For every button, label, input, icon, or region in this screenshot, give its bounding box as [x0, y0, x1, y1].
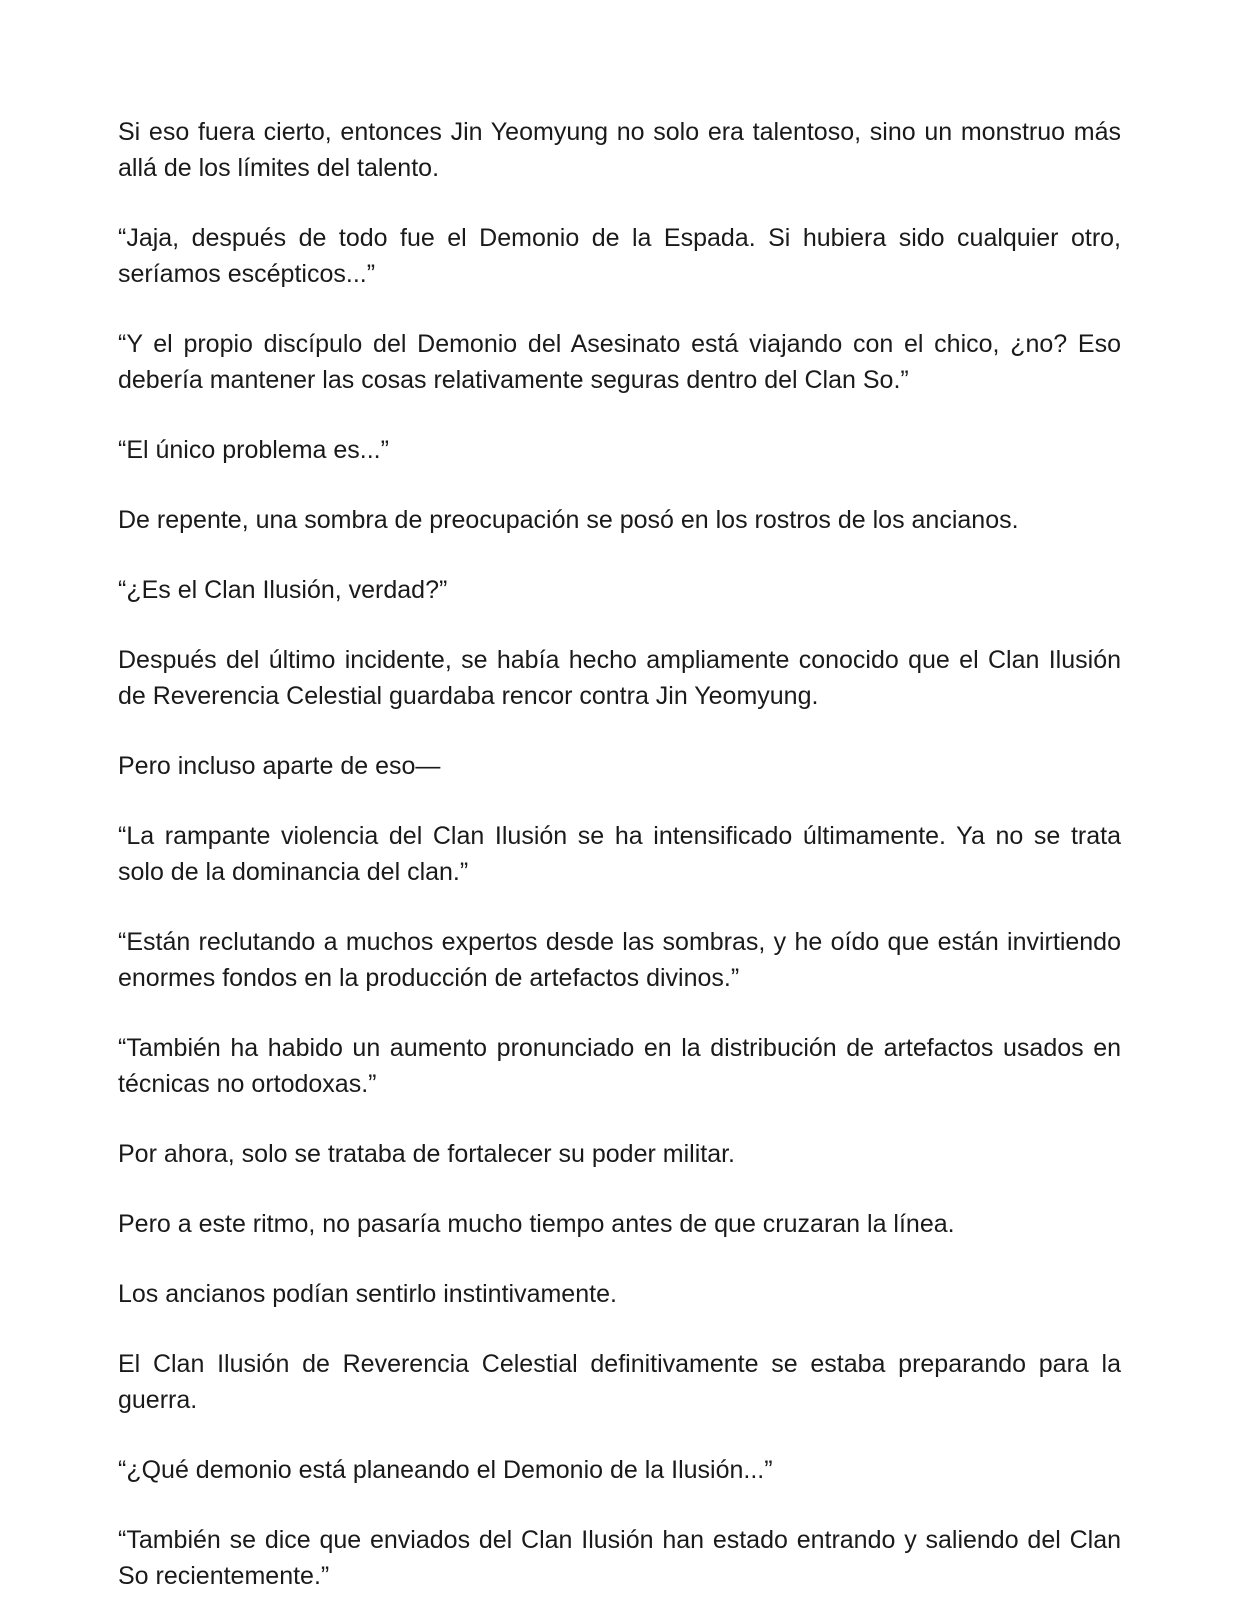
paragraph-13: Pero a este ritmo, no pasaría mucho tiempo antes de que cruzaran la línea. [118, 1210, 955, 1238]
paragraph-14: Los ancianos podían sentirlo instintivamente. [118, 1280, 617, 1308]
paragraph-2: “Jaja, después de todo fue el Demonio de la Espada. Si hubiera sido cualquier otro, seríamos escépticos...” [118, 224, 1121, 288]
paragraph-6: “¿Es el Clan Ilusión, verdad?” [118, 576, 448, 604]
paragraph-9: “La rampante violencia del Clan Ilusión se ha intensificado últimamente. Ya no se trata solo de la dominancia del clan.” [118, 822, 1121, 886]
paragraph-12: Por ahora, solo se trataba de fortalecer su poder militar. [118, 1140, 735, 1168]
paragraph-3: “Y el propio discípulo del Demonio del Asesinato está viajando con el chico, ¿no? Eso debería mantener las cosas relativamente seguras dentro del Clan So.” [118, 330, 1121, 394]
paragraph-11: “También ha habido un aumento pronunciado en la distribución de artefactos usados en técnicas no ortodoxas.” [118, 1034, 1121, 1098]
paragraph-1: Si eso fuera cierto, entonces Jin Yeomyung no solo era talentoso, sino un monstruo más allá de los límites del talento. [118, 118, 1121, 182]
paragraph-10: “Están reclutando a muchos expertos desde las sombras, y he oído que están invirtiendo enormes fondos en la producción de artefactos divinos.” [118, 928, 1121, 992]
paragraph-17: “También se dice que enviados del Clan Ilusión han estado entrando y saliendo del Clan So recientemente.” [118, 1526, 1121, 1590]
paragraph-8: Pero incluso aparte de eso— [118, 752, 441, 780]
paragraph-15: El Clan Ilusión de Reverencia Celestial definitivamente se estaba preparando para la guerra. [118, 1350, 1121, 1414]
paragraph-7: Después del último incidente, se había hecho ampliamente conocido que el Clan Ilusión de Reverencia Celestial guardaba rencor contra Jin Yeomyung. [118, 646, 1121, 710]
document-body [118, 114, 1121, 1594]
paragraph-16: “¿Qué demonio está planeando el Demonio de la Ilusión...” [118, 1456, 773, 1484]
paragraph-5: De repente, una sombra de preocupación se posó en los rostros de los ancianos. [118, 506, 1019, 534]
paragraph-4: “El único problema es...” [118, 436, 389, 464]
